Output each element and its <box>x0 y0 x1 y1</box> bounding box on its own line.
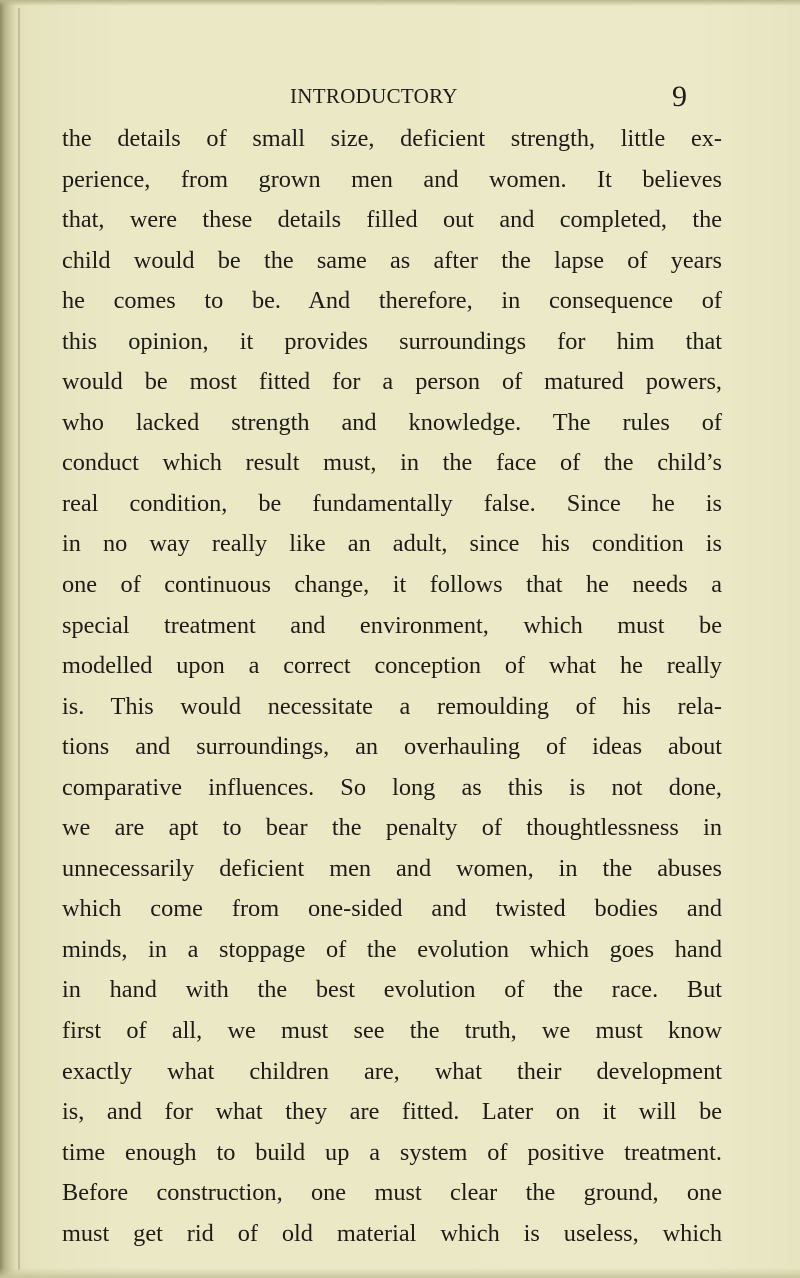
text-line: exactly what children are, what their development <box>62 1057 722 1085</box>
text-line: is, and for what they are fitted. Later on it will be <box>62 1098 722 1126</box>
binding-crease <box>18 8 20 1270</box>
text-line: in hand with the best evolution of the race. But <box>62 976 722 1004</box>
text-line: the details of small size, deficient strength, little ex- <box>62 125 722 152</box>
running-title: INTRODUCTORY <box>290 84 458 108</box>
text-line: one of continuous change, it follows that he needs a <box>62 571 722 599</box>
page-top-edge <box>0 0 800 6</box>
text-line: he comes to be. And therefore, in consequence of <box>62 287 722 315</box>
text-line: modelled upon a correct conception of what he really <box>62 652 722 680</box>
text-line: Before construction, one must clear the ground, one <box>62 1179 722 1207</box>
text-line: conduct which result must, in the face of the child’s <box>62 449 722 477</box>
page-number: 9 <box>672 80 687 113</box>
text-line: we are apt to bear the penalty of thoughtlessness in <box>62 814 722 842</box>
text-line: unnecessarily deficient men and women, in the abuses <box>62 854 722 882</box>
text-line: special treatment and environment, which must be <box>62 611 722 639</box>
text-line: comparative influences. So long as this is not done, <box>62 773 722 801</box>
text-line: first of all, we must see the truth, we must know <box>62 1017 722 1045</box>
page-binding-edge <box>0 0 16 1278</box>
text-line: time enough to build up a system of positive treatment. <box>62 1138 722 1166</box>
text-line: tions and surroundings, an overhauling of ideas about <box>62 733 722 761</box>
text-line: that, were these details filled out and completed, the <box>62 206 722 234</box>
text-line: this opinion, it provides surroundings for him that <box>62 327 722 355</box>
running-head <box>0 80 800 114</box>
text-line: child would be the same as after the lapse of years <box>62 246 722 274</box>
text-line: must get rid of old material which is useless, which <box>62 1219 722 1247</box>
text-line: in no way really like an adult, since his condition is <box>62 530 722 558</box>
text-line: minds, in a stoppage of the evolution which goes hand <box>62 935 722 963</box>
page-bottom-edge <box>0 1268 800 1278</box>
text-line: is. This would necessitate a remoulding of his rela- <box>62 692 722 720</box>
body-text <box>62 119 722 1254</box>
text-line: which come from one-sided and twisted bodies and <box>62 895 722 923</box>
text-line: who lacked strength and knowledge. The rules of <box>62 408 722 436</box>
text-line: would be most fitted for a person of matured powers, <box>62 368 722 396</box>
text-line: real condition, be fundamentally false. Since he is <box>62 489 722 517</box>
text-line: perience, from grown men and women. It believes <box>62 165 722 193</box>
